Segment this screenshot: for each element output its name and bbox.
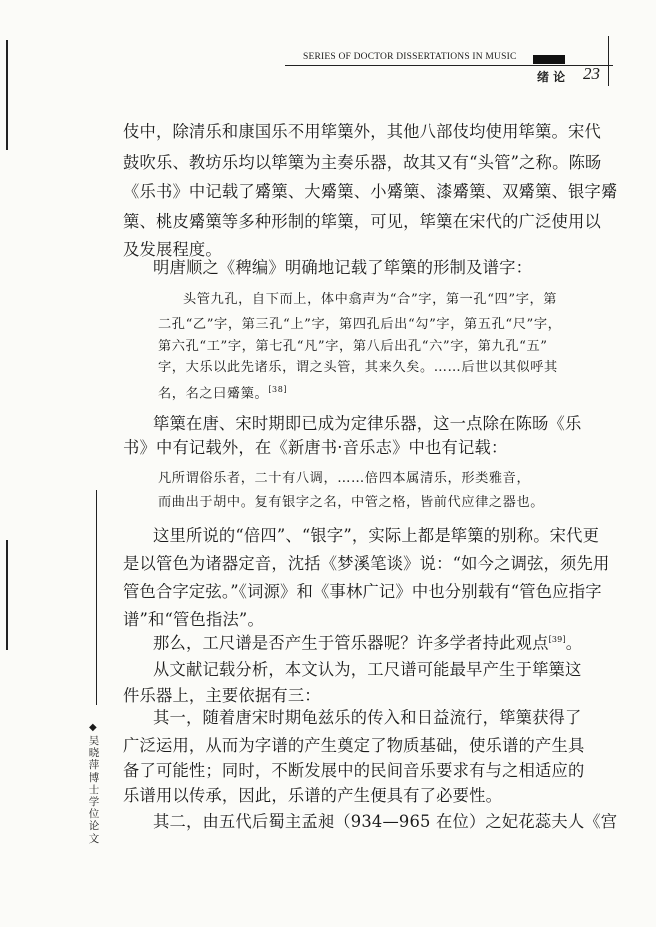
quote-line: 第六孔“工”字，第七孔“凡”字，第八后出孔“六”字，第九孔“五” <box>158 339 548 354</box>
body-line: 伎中，除清乐和康国乐不用筚篥外，其他八部伎均使用筚篥。宋代 <box>123 122 601 141</box>
quote-line: 头管九孔，自下而上，体中翕声为“合”字，第一孔“四”字，第 <box>183 292 558 307</box>
body-line: 筚篥在唐、宋时期即已成为定律乐器，这一点除在陈旸《乐 <box>153 414 582 433</box>
diamond-icon: ◆ <box>89 722 97 733</box>
body-line: 篥、桃皮觱篥等多种形制的筚篥，可见，筚篥在宋代的广泛使用以 <box>123 212 601 231</box>
series-title: SERIES OF DOCTOR DISSERTATIONS IN MUSIC <box>303 52 517 62</box>
quote-line: 而曲出于胡中。复有银字之名，中管之格，皆前代应律之器也。 <box>158 495 545 510</box>
quote-text: 名，名之曰觱篥。 <box>158 386 269 402</box>
body-line: 谱”和“管色指法”。 <box>123 610 264 629</box>
body-line: 明唐顺之《稗编》明确地记载了筚篥的形制及谱字： <box>153 258 533 277</box>
body-line: 《乐书》中记载了觱篥、大觱篥、小觱篥、漆觱篥、双觱篥、银字觱 <box>123 182 618 201</box>
citation-ref: [39] <box>548 635 566 644</box>
body-line: 乐谱用以传承，因此，乐谱的产生便具有了必要性。 <box>123 786 503 805</box>
side-rule <box>96 490 97 705</box>
right-edge-line <box>608 36 609 86</box>
header-black-bar <box>533 55 565 64</box>
body-line <box>153 630 653 653</box>
quote-line: 凡所谓俗乐者，二十有八调，……倍四本属清乐，形类雅音， <box>158 471 531 486</box>
body-line: 书》中有记载外，在《新唐书·音乐志》中也有记载： <box>123 438 508 457</box>
page-number: 23 <box>583 64 600 83</box>
body-line: 这里所说的“倍四”、“银字”，实际上都是筚篥的别称。宋代更 <box>153 526 600 545</box>
body-line: 广泛运用，从而为字谱的产生奠定了物质基础，使乐谱的产生具 <box>123 736 585 755</box>
body-line: 是以管色为诸器定音，沈括《梦溪笔谈》说：“如今之调弦，须先用 <box>123 554 610 573</box>
quote-line: 字，大乐以此先诸乐，谓之头管，其来久矣。……后世以其似呼其 <box>158 360 558 375</box>
quote-line: 二孔“乙”字，第三孔“上”字，第四孔后出“勾”字，第五孔“尺”字， <box>158 317 562 332</box>
body-line: 鼓吹乐、教坊乐均以筚篥为主奏乐器，故其又有“头管”之称。陈旸 <box>123 153 602 172</box>
body-line: 其一，随着唐宋时期龟兹乐的传入和日益流行，筚篥获得了 <box>153 708 582 727</box>
body-line: 从文献记载分析，本文认为，工尺谱可能最早产生于筚篥这 <box>153 660 582 679</box>
body-line: 管色合字定弦。”《词源》和《事林广记》中也分别载有“管色应指字 <box>123 582 602 601</box>
side-author-label: 吴晓萍博士学位论文 <box>88 735 100 845</box>
body-line: 及发展程度。 <box>123 240 222 259</box>
body-line: 备了可能性；同时，不断发展中的民间音乐要求有与之相适应的 <box>123 761 585 780</box>
body-line: 其二，由五代后蜀主孟昶（934—965 在位）之妃花蕊夫人《宫 <box>153 812 618 831</box>
binding-line-bottom <box>6 540 8 650</box>
body-line: 件乐器上，主要依据有三： <box>123 686 321 705</box>
body-text: 。 <box>565 633 583 653</box>
body-text: 那么，工尺谱是否产生于管乐器呢？许多学者持此观点 <box>153 633 549 653</box>
header-rule <box>285 65 613 66</box>
quote-line <box>158 381 598 403</box>
binding-line-top <box>6 40 8 150</box>
citation-ref: [38] <box>268 385 288 394</box>
chapter-label: 绪 论 <box>537 70 566 84</box>
